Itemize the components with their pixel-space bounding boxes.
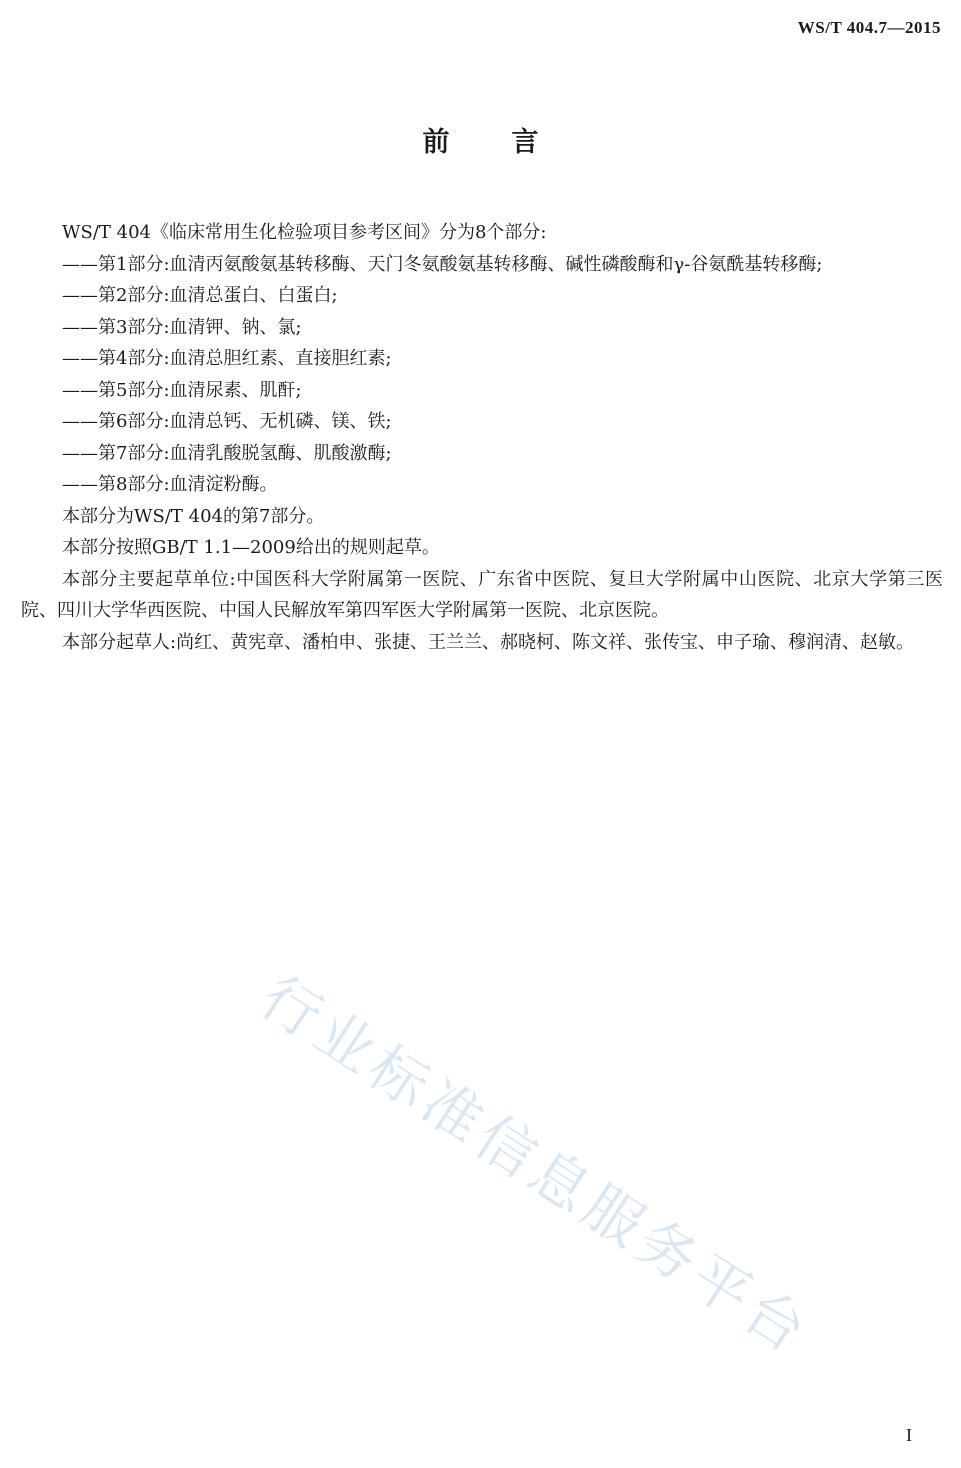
part-item: ——第4部分:血清总胆红素、直接胆红素;: [62, 348, 392, 369]
intro-paragraph: WS/T 404《临床常用生化检验项目参考区间》分为8个部分:: [62, 222, 547, 243]
standard-code: WS/T 404.7—2015: [797, 18, 941, 37]
part-item: ——第7部分:血清乳酸脱氢酶、肌酸激酶;: [62, 442, 392, 464]
drafting-rule: 本部分按照GB/T 1.1—2009给出的规则起草。: [62, 537, 440, 558]
part-item: ——第3部分:血清钾、钠、氯;: [62, 316, 302, 338]
document-body: [21, 217, 943, 658]
part-item: ——第2部分:血清总蛋白、白蛋白;: [62, 285, 338, 306]
part-item: ——第1部分:血清丙氨酸氨基转移酶、天门冬氨酸氨基转移酶、碱性磷酸酶和γ-谷氨酰基转移酶;: [62, 253, 823, 275]
part-item: ——第5部分:血清尿素、肌酐;: [62, 379, 302, 401]
part-item: ——第8部分:血清淀粉酶。: [62, 474, 278, 495]
watermark: 行业标准信息服务平台: [248, 962, 823, 1369]
drafters: 本部分起草人:尚红、黄宪章、潘柏申、张捷、王兰兰、郝晓柯、陈文祥、张传宝、申子瑜、穆润清、赵敏。: [62, 631, 915, 653]
drafting-units: 本部分主要起草单位:中国医科大学附属第一医院、广东省中医院、复旦大学附属中山医院、北京大学第三医院、四川大学华西医院、中国人民解放军第四军医大学附属第一医院、北京医院。: [21, 568, 943, 621]
page-number: I: [906, 1425, 912, 1445]
part-statement: 本部分为WS/T 404的第7部分。: [62, 505, 325, 527]
page-title: 前言: [422, 127, 601, 158]
part-item: ——第6部分:血清总钙、无机磷、镁、铁;: [62, 411, 392, 432]
